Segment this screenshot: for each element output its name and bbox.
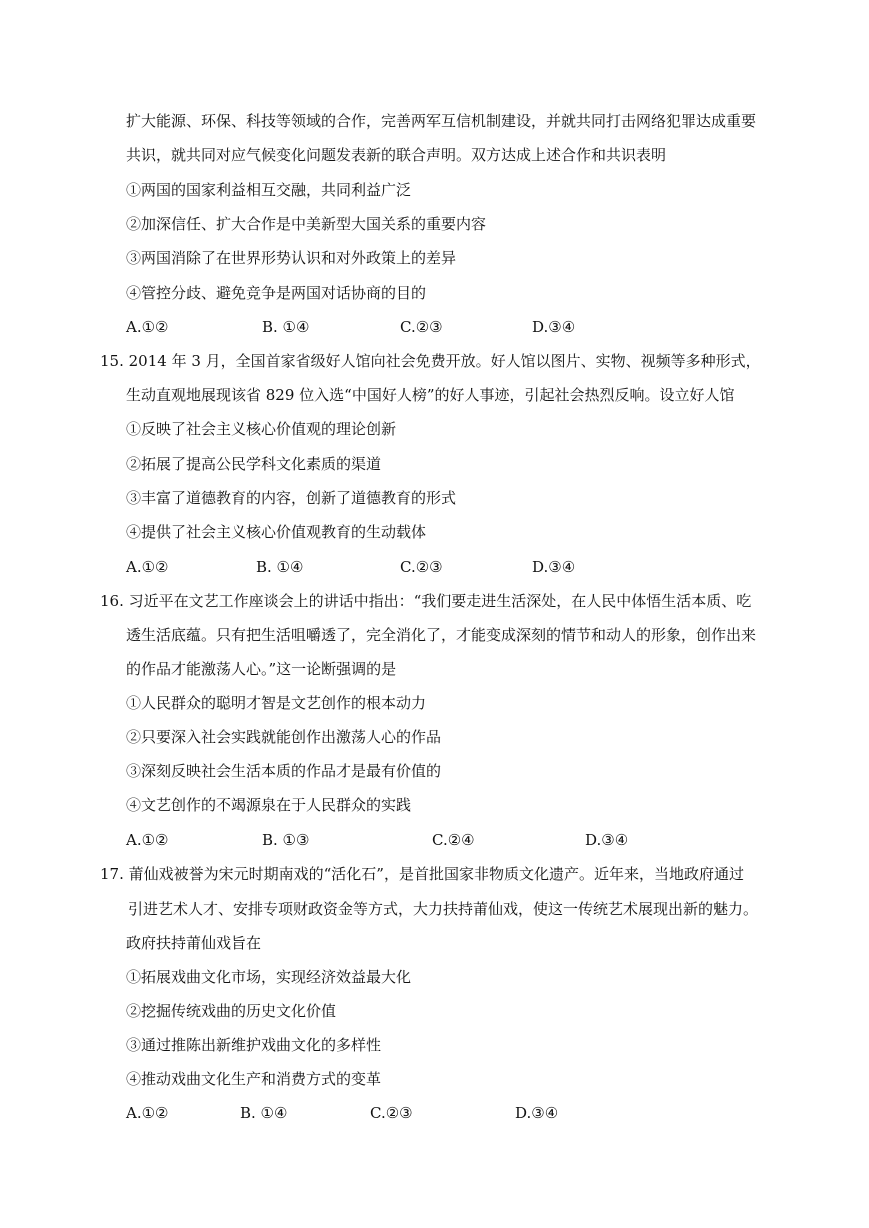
- q17-option-c: C.②③: [370, 1104, 413, 1122]
- q17-option-a: A.①②: [126, 1104, 169, 1122]
- q14-statement-3: ③两国消除了在世界形势认识和对外政策上的差异: [126, 249, 457, 267]
- q16-stem-line-1: 16. 习近平在文艺工作座谈会上的讲话中指出：“我们要走进生活深处，在人民中体悟生活本质、吃: [100, 592, 752, 610]
- q15-option-b: B. ①④: [256, 558, 304, 576]
- q15-option-a: A.①②: [126, 558, 169, 576]
- q15-statement-3: ③丰富了道德教育的内容，创新了道德教育的形式: [126, 489, 457, 507]
- q16-option-a: A.①②: [126, 831, 169, 849]
- q14-statement-2: ②加深信任、扩大合作是中美新型大国关系的重要内容: [126, 215, 487, 233]
- q14-stem-line-1: 扩大能源、环保、科技等领域的合作，完善两军互信机制建设，并就共同打击网络犯罪达成重要: [126, 112, 757, 130]
- q16-statement-1: ①人民群众的聪明才智是文艺创作的根本动力: [126, 694, 427, 712]
- q16-statement-3: ③深刻反映社会生活本质的作品才是最有价值的: [126, 762, 442, 780]
- q14-option-b: B. ①④: [262, 318, 310, 336]
- q14-statement-4: ④管控分歧、避免竞争是两国对话协商的目的: [126, 284, 427, 302]
- q17-stem-line-3: 政府扶持莆仙戏旨在: [126, 934, 262, 952]
- q15-option-d: D.③④: [532, 558, 576, 576]
- q16-stem-line-2: 透生活底蕴。只有把生活咀嚼透了，完全消化了，才能变成深刻的情节和动人的形象，创作出来: [126, 626, 757, 644]
- q15-statement-4: ④提供了社会主义核心价值观教育的生动载体: [126, 523, 427, 541]
- q17-stem-line-2: 引进艺术人才、安排专项财政资金等方式，大力扶持莆仙戏，使这一传统艺术展现出新的魅力。: [128, 900, 759, 918]
- q17-statement-2: ②挖掘传统戏曲的历史文化价值: [126, 1002, 337, 1020]
- q16-statement-4: ④文艺创作的不竭源泉在于人民群众的实践: [126, 796, 412, 814]
- q14-option-c: C.②③: [400, 318, 443, 336]
- q17-statement-3: ③通过推陈出新维护戏曲文化的多样性: [126, 1036, 382, 1054]
- q15-stem-line-2: 生动直观地展现该省 829 位入选“中国好人榜”的好人事迹，引起社会热烈反响。设立好人馆: [126, 386, 735, 404]
- q17-stem-line-1: 17. 莆仙戏被誉为宋元时期南戏的“活化石”，是首批国家非物质文化遗产。近年来，当地政府通过: [100, 865, 744, 883]
- q17-option-d: D.③④: [515, 1104, 559, 1122]
- q17-option-b: B. ①④: [240, 1104, 288, 1122]
- q15-stem-line-1: 15. 2014 年 3 月，全国首家省级好人馆向社会免费开放。好人馆以图片、实物、视频等多种形式，: [100, 352, 761, 370]
- q15-statement-1: ①反映了社会主义核心价值观的理论创新: [126, 420, 397, 438]
- q15-statement-2: ②拓展了提高公民学科文化素质的渠道: [126, 455, 382, 473]
- q16-statement-2: ②只要深入社会实践就能创作出激荡人心的作品: [126, 728, 442, 746]
- q16-option-b: B. ①③: [262, 831, 310, 849]
- q14-option-a: A.①②: [126, 318, 169, 336]
- q14-statement-1: ①两国的国家利益相互交融，共同利益广泛: [126, 181, 412, 199]
- q16-option-d: D.③④: [585, 831, 629, 849]
- q17-statement-4: ④推动戏曲文化生产和消费方式的变革: [126, 1070, 382, 1088]
- q15-option-c: C.②③: [400, 558, 443, 576]
- q14-stem-line-2: 共识，就共同对应气候变化问题发表新的联合声明。双方达成上述合作和共识表明: [126, 146, 667, 164]
- q16-stem-line-3: 的作品才能激荡人心。”这一论断强调的是: [126, 660, 397, 678]
- q16-option-c: C.②④: [432, 831, 475, 849]
- q14-option-d: D.③④: [532, 318, 576, 336]
- q17-statement-1: ①拓展戏曲文化市场，实现经济效益最大化: [126, 968, 412, 986]
